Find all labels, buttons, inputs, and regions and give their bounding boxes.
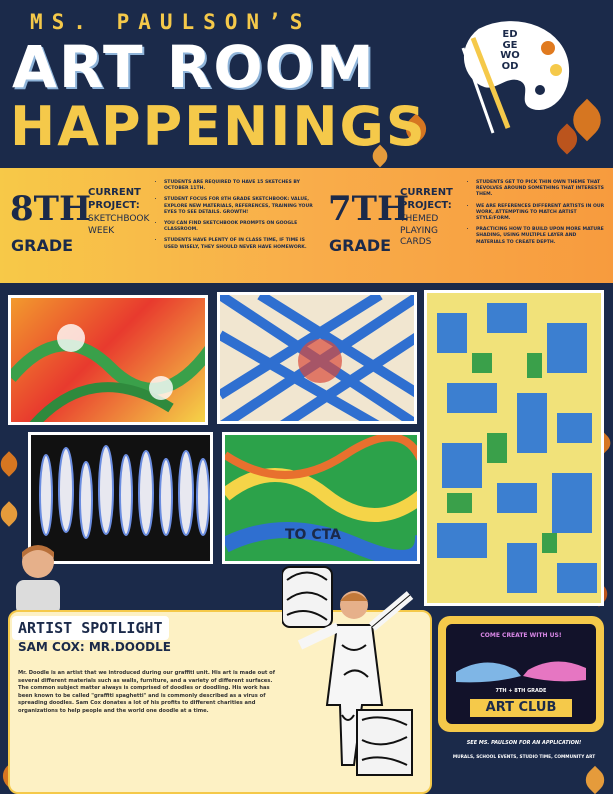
person-icon xyxy=(8,540,68,615)
grade7-number: 7TH xyxy=(328,189,410,229)
list-item: • YOU CAN FIND SKETCHBOOK PROMPTS ON GOOGLE CLASSROOM. xyxy=(164,221,314,233)
page-title-line2: HAPPENINGS xyxy=(10,95,427,158)
student-artwork xyxy=(8,295,208,425)
artwork-text: TO CTA xyxy=(285,527,341,543)
spotlight-body: Mr. Doodle is an artist that we introduced during our graffiti unit. His art is made out of several different materials such as walls, furniture, and a variety of different surfaces. The common subject matter always is comprised of doodles or doodling. His work has been known to be called "graffiti spaghetti" and is commonly described as a virus of spreading doodles. Sam Cox donates a lot of his profits to different charities and organizations to help people and the world one doodle at a time. xyxy=(18,670,275,714)
spotlight-artist-name: SAM COX: MR.DOODLE xyxy=(18,640,171,654)
art-club-grades: 7TH + 8TH GRADE xyxy=(495,688,547,694)
list-item: • STUDENTS GET TO PICK THIN OWN THEME THAT REVOLVES AROUND SOMETHING THAT INTERESTS THEM. xyxy=(476,180,606,199)
artist-photo xyxy=(282,565,417,785)
artwork-pattern xyxy=(220,295,417,424)
grade8-word: GRADE xyxy=(11,236,74,255)
grade7-project-value: THEMED PLAYING CARDS xyxy=(400,214,439,248)
avatar xyxy=(8,540,68,615)
edgewood-logo xyxy=(448,8,578,148)
student-artwork xyxy=(222,432,420,564)
student-artwork xyxy=(217,292,417,424)
list-item: • STUDENT FOCUS FOR 8TH GRADE SKETCHBOOK: VALUE, EXPLORE NEW MATERIALS, REFERENCES, TRAINING YOUR EYES TO SEE DETAILS. GROWTH! xyxy=(164,197,314,216)
spotlight-title: ARTIST SPOTLIGHT xyxy=(12,616,169,640)
header-subtitle: MS. PAULSON’S xyxy=(30,10,312,34)
student-artwork xyxy=(424,290,604,606)
list-item: • WE ARE REFERENCES DIFFERENT ARTISTS IN OUR WORK, ATTEMPTING TO MATCH ARTIST STYLE/FORM. xyxy=(476,204,606,223)
grade7-word: GRADE xyxy=(329,236,392,255)
artwork-pattern xyxy=(11,298,208,425)
grade8-number: 8TH xyxy=(10,189,92,229)
list-item: • PRACTICING HOW TO BUILD UPON MORE MATURE SHADING, USING MULTIPLE LAYER AND MATERIALS TO CREATE DEPTH. xyxy=(476,227,606,246)
list-item: • STUDENTS ARE REQUIRED TO HAVE 15 SKETCHES BY OCTOBER 11TH. xyxy=(164,180,314,192)
artwork-pattern xyxy=(427,293,604,606)
page-title: ART ROOM xyxy=(12,33,376,101)
leaf-icon xyxy=(0,501,22,526)
grade8-project-label: CURRENT PROJECT: xyxy=(88,187,141,211)
grade7-bullets xyxy=(468,180,606,251)
art-club-title: ART CLUB xyxy=(470,699,572,717)
leaf-icon xyxy=(0,451,22,476)
grade8-project-value: SKETCHBOOK WEEK xyxy=(88,214,150,236)
grade8-bullets xyxy=(156,180,314,256)
grade7-project-label: CURRENT PROJECT: xyxy=(400,187,453,211)
art-club-footer: MURALS, SCHOOL EVENTS, STUDIO TIME, COMMUNITY ART xyxy=(452,755,596,760)
art-club-tagline: COME CREATE WITH US! xyxy=(480,632,562,639)
list-item: • STUDENTS HAVE PLENTY OF IN CLASS TIME, IF TIME IS USED WISELY, THEY SHOULD NEVER HAVE HOMEWORK. xyxy=(164,238,314,250)
art-club-cta: SEE MS. PAULSON FOR AN APPLICATION! xyxy=(466,740,582,746)
artwork-pattern xyxy=(225,435,420,564)
leaf-icon xyxy=(581,766,609,794)
logo-text: EDGEWOOD xyxy=(500,29,520,72)
doodle-person-icon xyxy=(282,565,417,785)
